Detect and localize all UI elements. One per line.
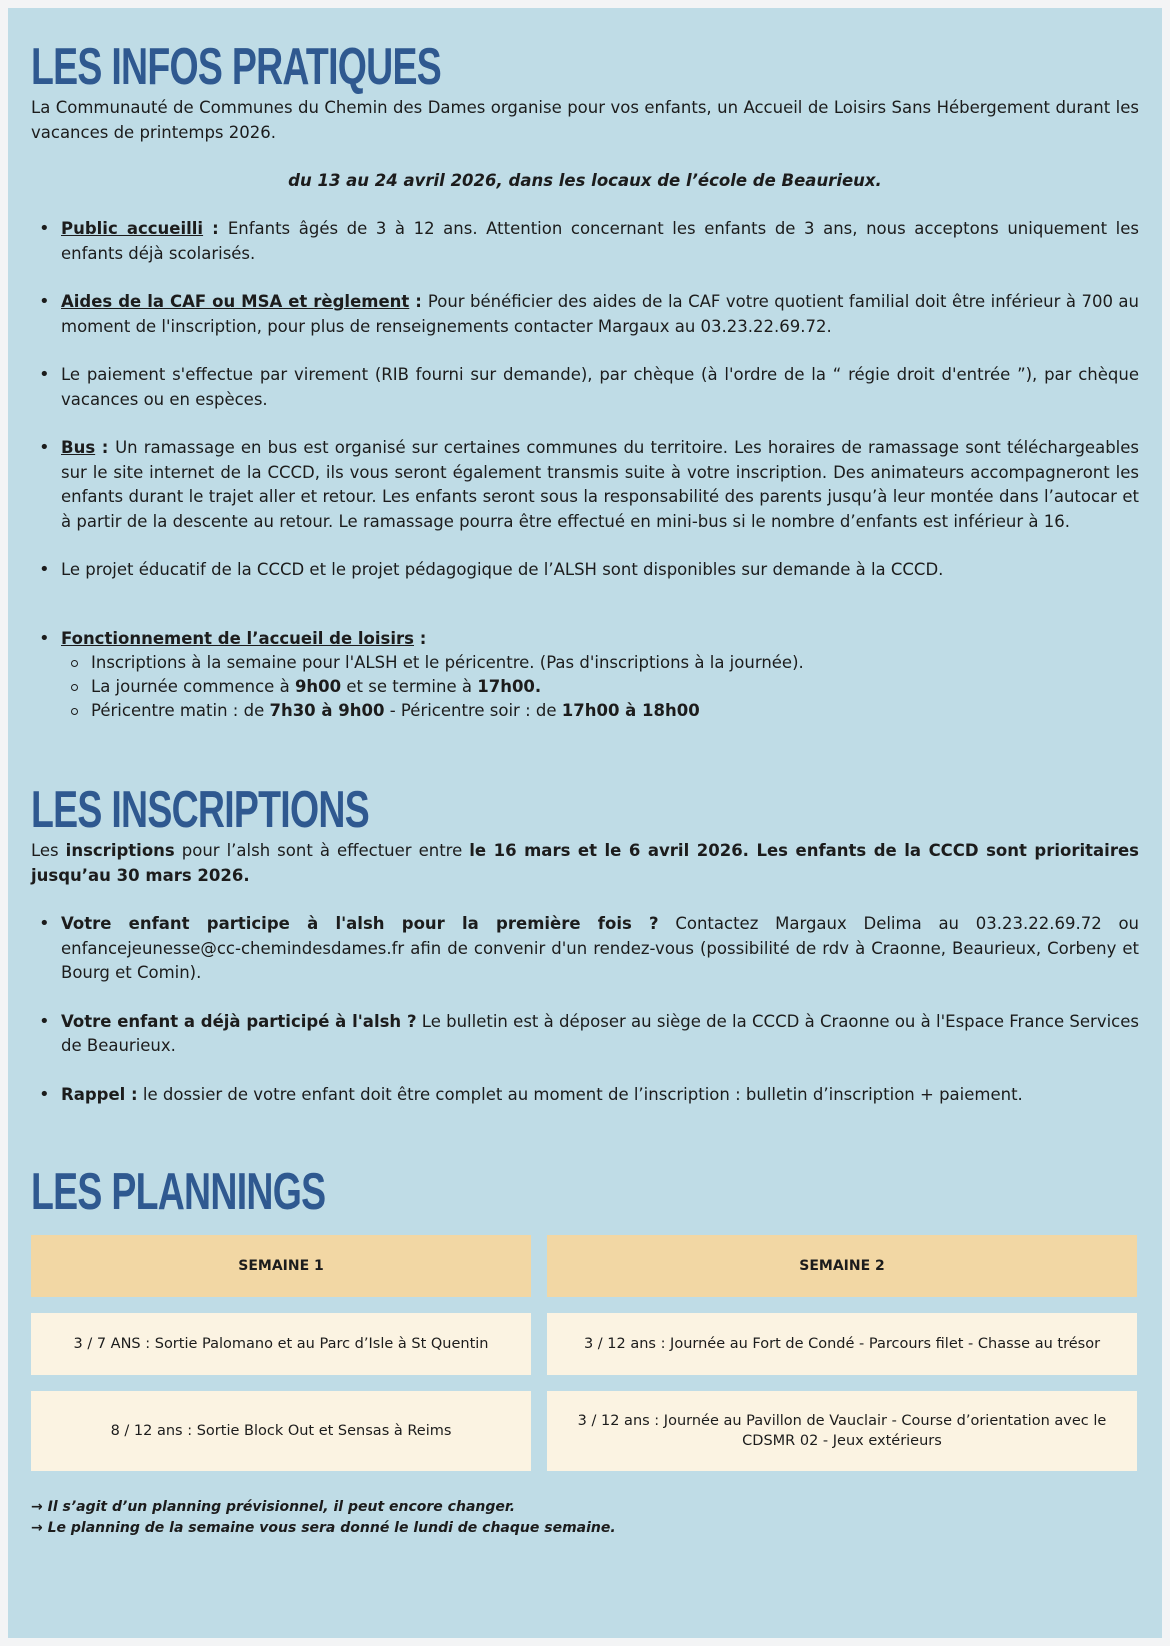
plannings-title: LES PLANNINGS [31, 1163, 326, 1221]
inscriptions-list [31, 912, 1139, 1107]
aides-text: Pour bénéficier des aides de la CAF votre quotient familial doit être inférieur à 700 au moment de l'inscription, pour plus de renseignements contacter Margaux au 03.23.22.69.72. [61, 292, 1139, 336]
first-label: Votre enfant participe à l'alsh pour la première fois ? [61, 914, 659, 933]
list-item [61, 1083, 1139, 1108]
infos-dates: du 13 au 24 avril 2026, dans les locaux de l’école de Beaurieux. [288, 171, 882, 190]
inscriptions-bold: le 16 mars et le 6 avril 2026. Les enfants de la CCCD sont prioritaires jusqu’au 30 mars 2026. [31, 841, 1139, 885]
week2-header: SEMAINE 2 [547, 1235, 1137, 1297]
week1-activity-1: 3 / 7 ANS : Sortie Palomano et au Parc d’Isle à St Quentin [31, 1313, 531, 1375]
rappel-text: le dossier de votre enfant doit être complet au moment de l’inscription : bulletin d’inscription + paiement. [142, 1084, 1023, 1104]
deja-text: Le bulletin est à déposer au siège de la CCCD à Craonne ou à l'Espace France Services de Beaurieux. [61, 1011, 1139, 1055]
inscriptions-intro [31, 839, 1139, 888]
bus-text: Un ramassage en bus est organisé sur certaines communes du territoire. Les horaires de ramassage sont téléchargeables sur le site internet de la CCCD, ils vous seront également transmis suite à votre inscription. Des animateurs accompagneront les enfants durant le trajet aller et retour. Les enfants seront sous la responsabilité des parents jusqu’à leur montée dans l’autocar et à partir de la descente au retour. Le ramassage pourra être effectué en mini-bus si le nombre d’enfants est inférieur à 16. [61, 438, 1140, 531]
sub-item-bold: 17h00 à 18h00 [561, 701, 700, 720]
inscriptions-text: Les [31, 841, 66, 860]
sub-item [91, 651, 1139, 675]
list-item [61, 912, 1139, 986]
list-item: • Public accueilli : Enfants âgés de 3 à 12 ans. Attention concernant les enfants de 3 ans, nous acceptons uniquement les enfants déjà scolarisés. [61, 217, 1139, 266]
sub-item-text: Inscriptions à la semaine pour l'ALSH et le péricentre. (Pas d'inscriptions à la journée). [91, 653, 804, 672]
projet-text: Le projet éducatif de la CCCD et le projet pédagogique de l’ALSH sont disponibles sur demande à la CCCD. [61, 560, 944, 579]
fonctionnement-label: Fonctionnement de l’accueil de loisirs [61, 628, 414, 648]
public-label: Public accueilli [61, 219, 204, 238]
note-line [31, 1518, 1139, 1539]
list-item: • Aides de la CAF ou MSA et règlement : Pour bénéficier des aides de la CAF votre quotient familial doit être inférieur à 700 au moment de l'inscription, pour plus de renseignements contacter Margaux au 03.23.22.69.72. [61, 290, 1139, 339]
sub-item-text: - Péricentre soir : de [384, 701, 562, 720]
sub-item-text: et se termine à [341, 677, 478, 696]
note-text: Le planning de la semaine vous sera donné le lundi de chaque semaine. [47, 1520, 616, 1536]
arrow-icon: → [31, 1499, 43, 1515]
inscriptions-bold: inscriptions [65, 841, 175, 860]
list-item [61, 1010, 1139, 1059]
sub-item-text: La journée commence à [91, 677, 295, 696]
week1-header: SEMAINE 1 [31, 1235, 531, 1297]
sub-item [91, 699, 1139, 723]
infos-intro: La Communauté de Communes du Chemin des Dames organise pour vos enfants, un Accueil de Loisirs Sans Hébergement durant les vacances de printemps 2026. [31, 98, 1139, 142]
infos-list [31, 217, 1139, 723]
deja-label: Votre enfant a déjà participé à l'alsh ? [61, 1011, 417, 1031]
inscriptions-title: LES INSCRIPTIONS [31, 781, 369, 839]
list-item: • Bus : Un ramassage en bus est organisé sur certaines communes du territoire. Les horaires de ramassage sont téléchargeables sur le site internet de la CCCD, ils vous seront également transmis suite à votre inscription. Des animateurs accompagneront les enfants durant le trajet aller et retour. Les enfants seront sous la responsabilité des parents jusqu’à leur montée dans l’autocar et à partir de la descente au retour. Le ramassage pourra être effectué en mini-bus si le nombre d’enfants est inférieur à 16. [61, 436, 1139, 534]
note-line [31, 1497, 1139, 1518]
arrow-icon: → [31, 1520, 43, 1536]
week1-activity-2: 8 / 12 ans : Sortie Block Out et Sensas à Reims [31, 1391, 531, 1471]
first-text: Contactez Margaux Delima au 03.23.22.69.72 ou enfancejeunesse@cc-chemindesdames.fr afin de convenir d'un rendez-vous (possibilité de rdv à Craonne, Beaurieux, Corbeny et Bourg et Comin). [61, 914, 1140, 982]
planning-notes [31, 1497, 1139, 1539]
aides-label: Aides de la CAF ou MSA et règlement [61, 292, 410, 311]
list-item [61, 363, 1139, 412]
paiement-text: Le paiement s'effectue par virement (RIB fourni sur demande), par chèque (à l'ordre de la “ régie droit d'entrée ”), par chèque vacances ou en espèces. [61, 365, 1139, 409]
public-text: Enfants âgés de 3 à 12 ans. Attention concernant les enfants de 3 ans, nous acceptons uniquement les enfants déjà scolarisés. [61, 219, 1139, 263]
bus-label: Bus [61, 438, 96, 457]
note-text: Il s’agit d’un planning prévisionnel, il peut encore changer. [47, 1499, 516, 1515]
sub-item [91, 675, 1139, 699]
week2-activity-2: 3 / 12 ans : Journée au Pavillon de Vauclair - Course d’orientation avec le CDSMR 02 - Jeux extérieurs [547, 1391, 1137, 1471]
fonctionnement-sublist [61, 651, 1139, 723]
inscriptions-text: pour l’alsh sont à effectuer entre [174, 841, 470, 860]
sub-item-bold: 17h00. [477, 677, 542, 696]
document-page [8, 8, 1162, 1638]
rappel-label: Rappel : [61, 1084, 138, 1104]
week2-activity-1: 3 / 12 ans : Journée au Fort de Condé - Parcours filet - Chasse au trésor [547, 1313, 1137, 1375]
list-item [61, 558, 1139, 583]
sub-item-text: Péricentre matin : de [91, 701, 270, 720]
sub-item-bold: 7h30 à 9h00 [269, 701, 385, 720]
infos-title: LES INFOS PRATIQUES [31, 38, 441, 96]
planning-table [31, 1235, 1139, 1471]
list-item: • Fonctionnement de l’accueil de loisirs : Inscriptions à la semaine pour l'ALSH et le péricentre. (Pas d'inscriptions à la journée). La journée commence à 9h00 et se termine à 17h00. Péricentre matin : de 7h30 à 9h00 - Péricentre soir : de 17h00 à 18h00 [61, 627, 1139, 724]
sub-item-bold: 9h00 [294, 677, 342, 696]
